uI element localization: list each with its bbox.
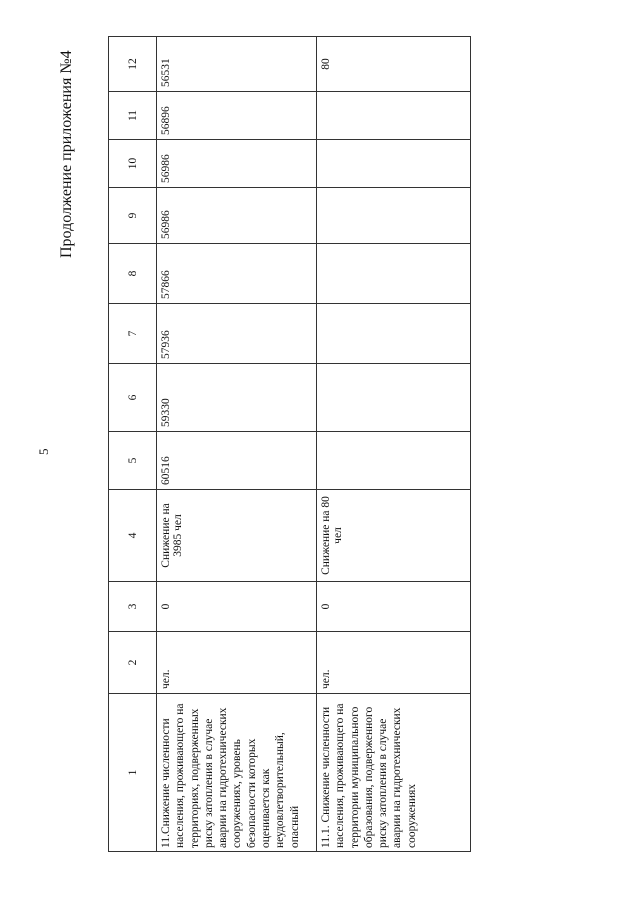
header-cell: 9 <box>109 188 157 244</box>
value-cell: 0 <box>317 582 471 632</box>
page-number: 5 <box>36 448 51 455</box>
unit-cell: чел. <box>317 632 471 694</box>
header-cell: 11 <box>109 92 157 140</box>
header-cell: 10 <box>109 140 157 188</box>
appendix-title: Продолжение приложения №4 <box>58 50 75 258</box>
value-cell: 57936 <box>157 304 317 364</box>
value-cell <box>317 432 471 490</box>
table-row <box>157 37 317 852</box>
unit-cell: чел. <box>157 632 317 694</box>
value-cell <box>317 244 471 304</box>
table-row <box>317 37 471 852</box>
value-cell <box>317 304 471 364</box>
header-cell: 12 <box>109 37 157 92</box>
indicator-name-cell: 11.1. Снижение численности населения, проживающего на территории муниципального образования, подверженного риску затопления в случае аварии на гидротехнических сооружениях <box>317 694 471 852</box>
indicators-table <box>108 36 471 852</box>
value-cell: 56986 <box>157 140 317 188</box>
header-cell: 1 <box>109 694 157 852</box>
value-cell: 60516 <box>157 432 317 490</box>
value-cell: 0 <box>157 582 317 632</box>
value-cell: 80 <box>317 37 471 92</box>
value-cell <box>317 364 471 432</box>
indicator-name-cell: 11.Снижение численности населения, проживающего на территориях, подверженных риску затопления в случае аварии на гидротехнических сооружениях, уровень безопасности которых оценивается как неудовлетворительный, опасный <box>157 694 317 852</box>
table-header-row <box>109 37 157 852</box>
value-cell <box>317 188 471 244</box>
header-cell: 5 <box>109 432 157 490</box>
target-cell: Снижение на 80 чел <box>317 490 471 582</box>
header-cell: 3 <box>109 582 157 632</box>
header-cell: 2 <box>109 632 157 694</box>
value-cell: 56896 <box>157 92 317 140</box>
value-cell: 56531 <box>157 37 317 92</box>
value-cell <box>317 92 471 140</box>
value-cell: 59330 <box>157 364 317 432</box>
header-cell: 7 <box>109 304 157 364</box>
header-cell: 6 <box>109 364 157 432</box>
target-cell: Снижение на 3985 чел <box>157 490 317 582</box>
value-cell: 57866 <box>157 244 317 304</box>
header-cell: 4 <box>109 490 157 582</box>
value-cell <box>317 140 471 188</box>
rotated-table-container <box>108 37 470 852</box>
header-cell: 8 <box>109 244 157 304</box>
value-cell: 56986 <box>157 188 317 244</box>
